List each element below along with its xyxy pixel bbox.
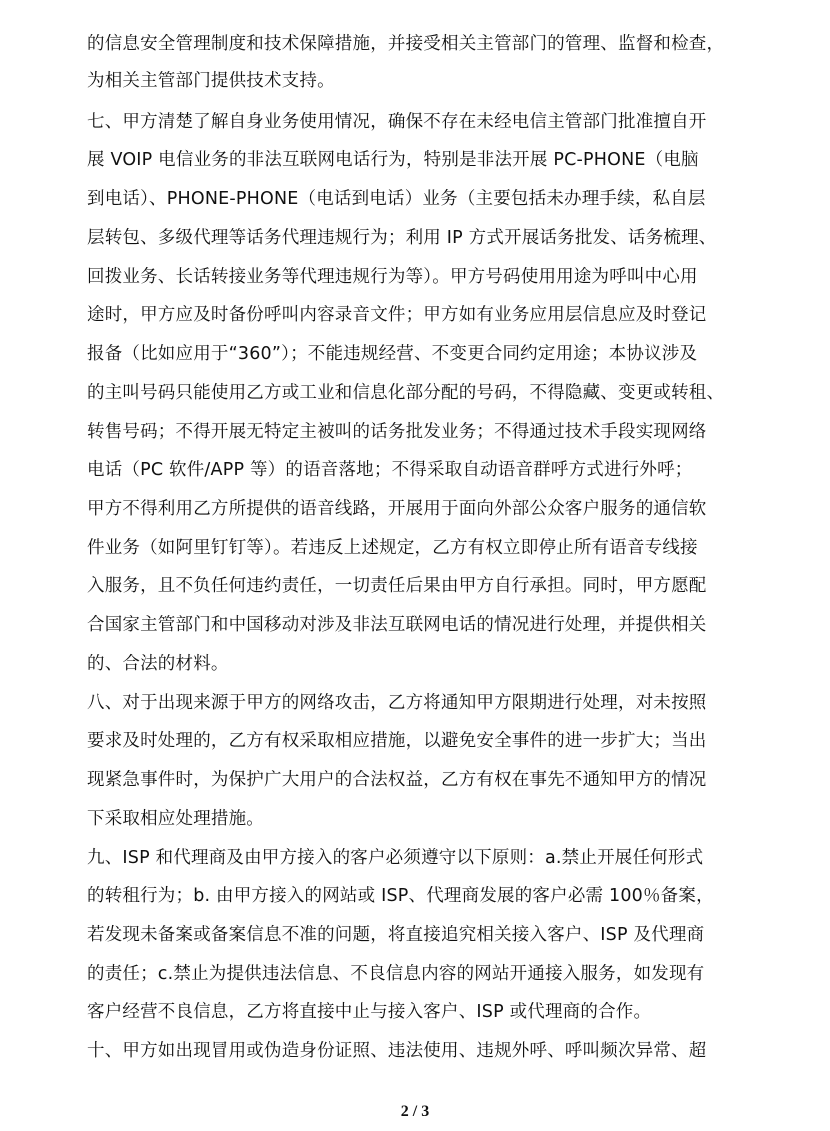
text-line: 为相关主管部门提供技术支持。 [87, 71, 335, 91]
text-line: 十、甲方如出现冒用或伪造身份证照、违法使用、违规外呼、呼叫频次异常、超 [87, 1041, 707, 1061]
text-line: 层转包、多级代理等话务代理违规行为；利用 IP 方式开展话务批发、话务梳理、 [87, 228, 717, 248]
text-line: 若发现未备案或备案信息不准的问题，将直接追究相关接入客户、ISP 及代理商 [87, 925, 705, 945]
text-line: 九、ISP 和代理商及由甲方接入的客户必须遵守以下原则：a.禁止开展任何形式 [87, 848, 704, 868]
text-line: 客户经营不良信息，乙方将直接中止与接入客户、ISP 或代理商的合作。 [87, 1002, 652, 1022]
text-line: 入服务，且不负任何违约责任，一切责任后果由甲方自行承担。同时，甲方愿配 [87, 576, 707, 596]
text-line: 的主叫号码只能使用乙方或工业和信息化部分配的号码，不得隐藏、变更或转租、 [87, 383, 725, 403]
text-line: 件业务（如阿里钉钉等）。若违反上述规定，乙方有权立即停止所有语音专线接 [87, 538, 698, 558]
text-line: 到电话）、PHONE-PHONE（电话到电话）业务（主要包括未办理手续，私自层 [87, 189, 706, 209]
text-line: 要求及时处理的，乙方有权采取相应措施，以避免安全事件的进一步扩大；当出 [87, 731, 707, 751]
text-line: 的、合法的材料。 [87, 654, 229, 674]
text-line: 电话（PC 软件/APP 等）的语音落地；不得采取自动语音群呼方式进行外呼； [87, 460, 693, 480]
text-line: 现紧急事件时，为保护广大用户的合法权益，乙方有权在事先不通知甲方的情况 [87, 770, 707, 790]
text-line: 途时，甲方应及时备份呼叫内容录音文件；甲方如有业务应用层信息应及时登记 [87, 305, 707, 325]
text-line: 甲方不得利用乙方所提供的语音线路，开展用于面向外部公众客户服务的通信软 [87, 499, 707, 519]
text-line: 的转租行为；b. 由甲方接入的网站或 ISP、代理商发展的客户必需 100％备案， [87, 886, 714, 906]
text-line: 七、甲方清楚了解自身业务使用情况，确保不存在未经电信主管部门批准擅自开 [87, 112, 707, 132]
text-line: 展 VOIP 电信业务的非法互联网电话行为，特别是非法开展 PC-PHONE（电脑 [87, 150, 699, 170]
text-line: 报备（比如应用于“360”）；不能违规经营、不变更合同约定用途；本协议涉及 [87, 344, 698, 364]
text-line: 下采取相应处理措施。 [87, 809, 264, 829]
text-line: 的责任；c.禁止为提供违法信息、不良信息内容的网站开通接入服务，如发现有 [87, 964, 705, 984]
text-line: 转售号码；不得开展无特定主被叫的话务批发业务；不得通过技术手段实现网络 [87, 422, 707, 442]
text-line: 回拨业务、长话转接业务等代理违规行为等）。甲方号码使用用途为呼叫中心用 [87, 267, 698, 287]
text-line: 的信息安全管理制度和技术保障措施，并接受相关主管部门的管理、监督和检查， [87, 34, 725, 54]
text-line: 八、对于出现来源于甲方的网络攻击，乙方将通知甲方限期进行处理，对未按照 [87, 693, 707, 713]
page-number: 2 / 3 [400, 1103, 430, 1120]
text-line: 合国家主管部门和中国移动对涉及非法互联网电话的情况进行处理，并提供相关 [87, 615, 707, 635]
